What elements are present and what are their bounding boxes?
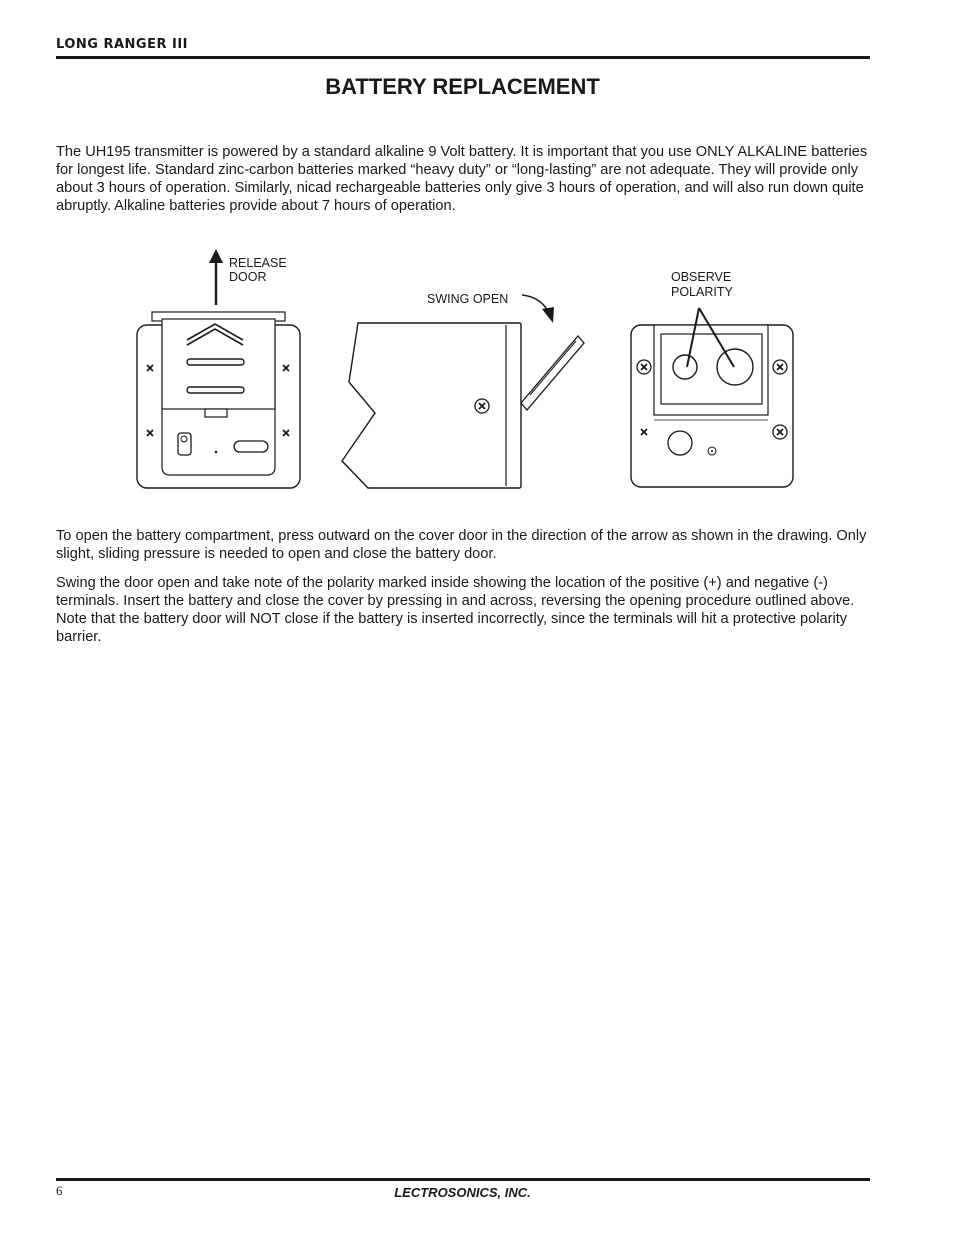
observe-polarity-label-line1: OBSERVE [671, 270, 732, 284]
battery-door-diagram [130, 245, 810, 495]
insert-battery-paragraph: Swing the door open and take note of the polarity marked inside showing the location of the positive (+) and negative (-) terminals. Insert the battery and close the cover by pressing in and across, reversing the opening procedure outlined above. Note that the battery door will NOT close if the battery is inserted incorrectly, since the terminals will hit a protective polarity barrier. [56, 575, 855, 645]
open-compartment-paragraph: To open the battery compartment, press outward on the cover door in the direction of the arrow as shown in the drawing. Only slight, sliding pressure is needed to open and close the battery door. [56, 528, 867, 562]
observe-polarity-label-line2: POLARITY [671, 285, 733, 299]
page-title: BATTERY REPLACEMENT [325, 74, 600, 99]
page-number: 6 [56, 1183, 63, 1198]
swing-open-label: SWING OPEN [427, 292, 509, 306]
intro-paragraph: The UH195 transmitter is powered by a standard alkaline 9 Volt battery. It is important that you use ONLY ALKALINE batteries for longest life. Standard zinc-carbon batteries marked “heavy duty” or “long-lasting” are not adequate. They will provide only about 3 hours of operation. Similarly, nicad rechargeable batteries only give 3 hours of operation, and will also run down quite abruptly. Alkaline batteries provide about 7 hours of operation. [56, 144, 868, 214]
running-header: LONG RANGER III [56, 37, 188, 52]
footer-company: LECTROSONICS, INC. [394, 1185, 531, 1200]
release-door-label-line1: RELEASE [229, 256, 287, 270]
footer-rule [56, 1178, 870, 1181]
swing-open-view [342, 295, 584, 488]
header-rule [56, 56, 870, 59]
closed-door-view [137, 249, 300, 488]
release-door-label-line2: DOOR [229, 270, 267, 284]
polarity-view [631, 308, 793, 487]
